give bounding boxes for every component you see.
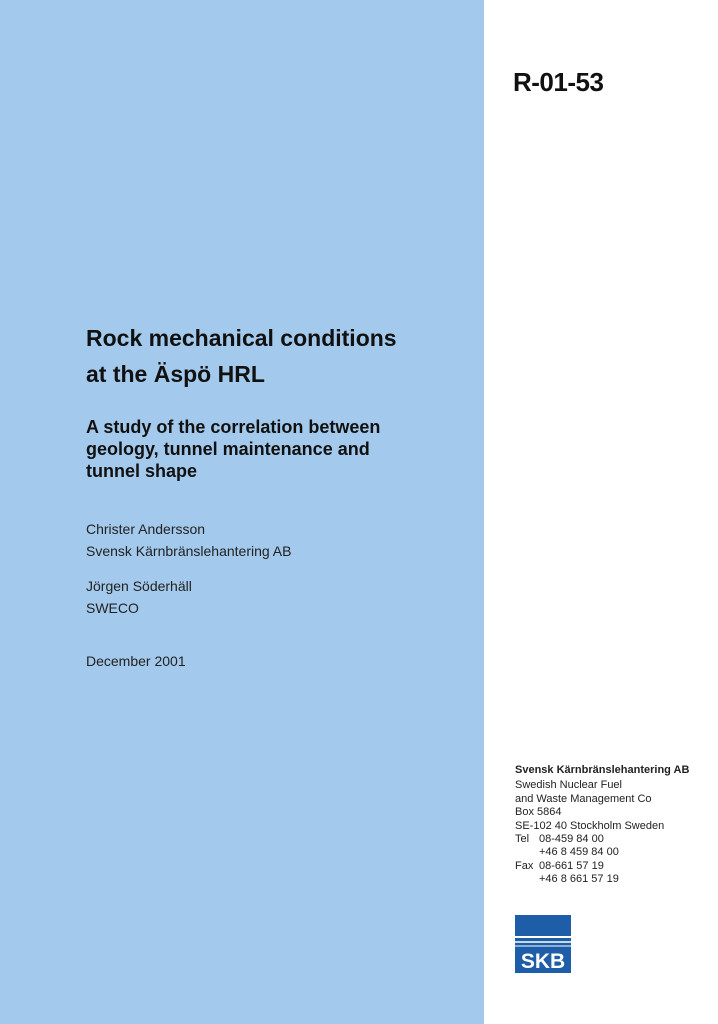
publication-date: December 2001 (86, 653, 186, 669)
author-affiliation: Svensk Kärnbränslehantering AB (86, 543, 292, 559)
tel-number: 08-459 84 00 (539, 833, 604, 846)
address-line: Swedish Nuclear Fuel (515, 779, 622, 792)
report-title (86, 320, 476, 392)
report-subtitle (86, 416, 476, 482)
subtitle-line-1: A study of the correlation between (86, 417, 381, 437)
author-block-2 (86, 575, 192, 619)
author-affiliation: SWECO (86, 600, 139, 616)
fax-row (515, 860, 689, 873)
fax-intl-row (515, 873, 689, 886)
author-name: Christer Andersson (86, 521, 206, 537)
address-line: Box 5864 (515, 806, 562, 819)
author-name: Jörgen Söderhäll (86, 578, 192, 594)
skb-logo-mark (515, 915, 571, 973)
tel-row (515, 833, 689, 846)
title-line-2: at the Äspö HRL (86, 361, 265, 387)
skb-logo (515, 915, 571, 973)
logo-text: SKB (520, 950, 566, 973)
address-line: and Waste Management Co (515, 792, 652, 805)
publisher-name: Svensk Kärnbränslehantering AB (515, 764, 690, 776)
address-line: SE-102 40 Stockholm Sweden (515, 819, 665, 832)
fax-intl-number: +46 8 661 57 19 (539, 873, 619, 886)
fax-number: 08-661 57 19 (539, 859, 604, 872)
title-line-1: Rock mechanical conditions (86, 325, 397, 351)
report-number: R-01-53 (513, 67, 604, 97)
subtitle-line-2: geology, tunnel maintenance and (86, 439, 370, 459)
tel-intl-row (515, 846, 689, 859)
tel-intl-number: +46 8 459 84 00 (539, 846, 619, 859)
tel-label: Tel (515, 833, 530, 846)
publisher-block (515, 764, 689, 887)
subtitle-line-3: tunnel shape (86, 461, 198, 481)
author-block-1 (86, 518, 291, 562)
fax-label: Fax (515, 859, 534, 872)
